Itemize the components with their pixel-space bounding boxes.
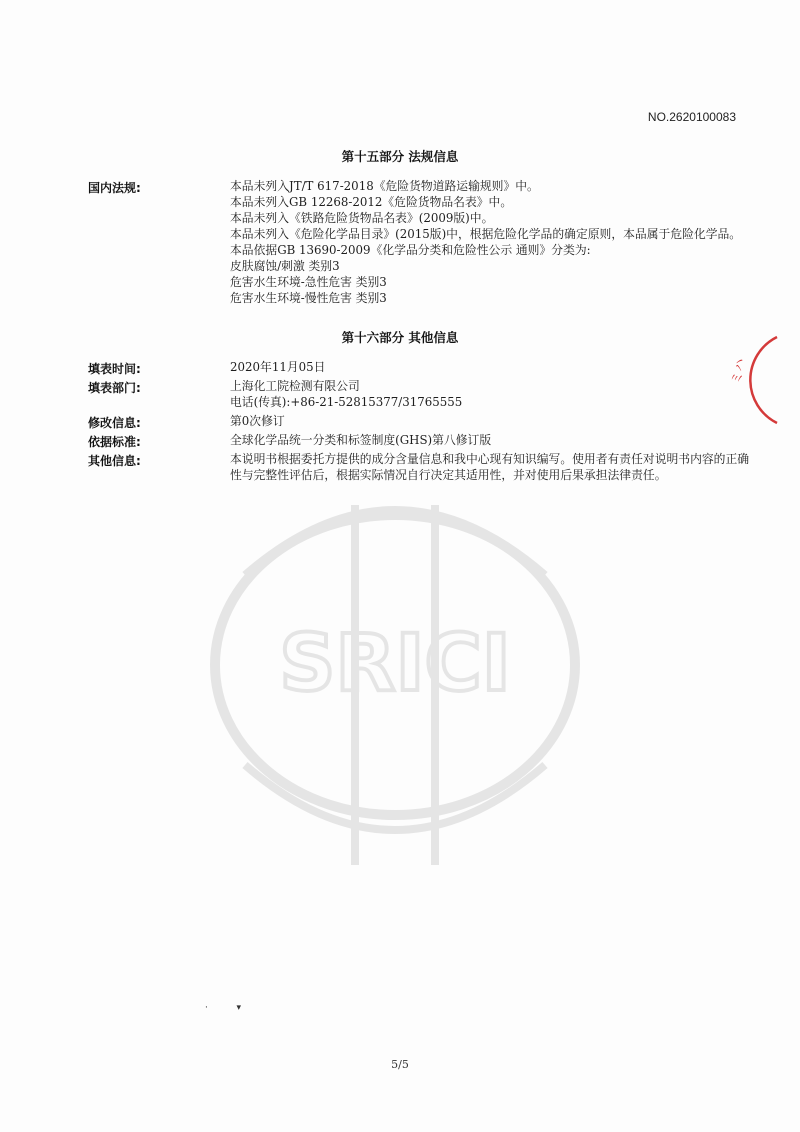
basis-standard-value xyxy=(230,432,750,448)
stamp-text: ミハ xyxy=(729,357,749,386)
fill-date-text: 2020年11月05日 xyxy=(230,360,326,374)
regulation-line: 本品未列入GB 12268-2012《危险货物品名表》中。 xyxy=(230,195,513,209)
fill-date-value xyxy=(230,359,750,375)
regulation-line: 本品未列入JT/T 617-2018《危险货物道路运输规则》中。 xyxy=(230,179,539,193)
regulation-line: 危害水生环境-急性危害 类别3 xyxy=(230,275,387,289)
srici-watermark-logo xyxy=(205,465,585,885)
department-phone: 电话(传真):+86-21-52815377/31765555 xyxy=(230,395,463,409)
document-number: NO.2620100083 xyxy=(647,110,736,124)
regulation-line: 本品未列入《铁路危险货物品名表》(2009版)中。 xyxy=(230,211,494,225)
fill-department-label: 填表部门: xyxy=(88,381,141,395)
regulation-line: 本品未列入《危险化学品目录》(2015版)中，根据危险化学品的确定原则，本品属于危险化学品。 xyxy=(230,227,742,241)
fill-date-label: 填表时间: xyxy=(88,362,141,376)
regulation-line: 危害水生环境-慢性危害 类别3 xyxy=(230,291,387,305)
domestic-regulations-value xyxy=(230,178,750,306)
other-info-value xyxy=(230,451,750,483)
revision-info-label: 修改信息: xyxy=(88,416,141,430)
fill-department-value xyxy=(230,378,750,410)
other-info-label: 其他信息: xyxy=(88,454,141,468)
disclaimer-text: 本说明书根据委托方提供的成分含量信息和我中心现有知识编写。使用者有责任对说明书内容的正确性与完整性评估后，根据实际情况自行决定其适用性，并对使用后果承担法律责任。 xyxy=(230,452,750,482)
standard-text: 全球化学品统一分类和标签制度(GHS)第八修订版 xyxy=(230,433,492,447)
basis-standard-label: 依据标准: xyxy=(88,435,141,449)
regulation-line: 皮肤腐蚀/刺激 类别3 xyxy=(230,259,340,273)
revision-text: 第0次修订 xyxy=(230,414,285,428)
page-number: 5/5 xyxy=(391,1058,409,1071)
scan-dots: · ▾ xyxy=(205,1003,241,1013)
regulation-line: 本品依据GB 13690-2009《化学品分类和危险性公示 通则》分类为: xyxy=(230,243,591,257)
section-15-title: 第十五部分 法规信息 xyxy=(341,149,459,164)
domestic-regulations-label: 国内法规: xyxy=(88,181,141,195)
section-16-title: 第十六部分 其他信息 xyxy=(341,330,459,345)
department-name: 上海化工院检测有限公司 xyxy=(230,379,360,393)
watermark-text: SRICI xyxy=(279,619,511,709)
revision-info-value xyxy=(230,413,750,429)
